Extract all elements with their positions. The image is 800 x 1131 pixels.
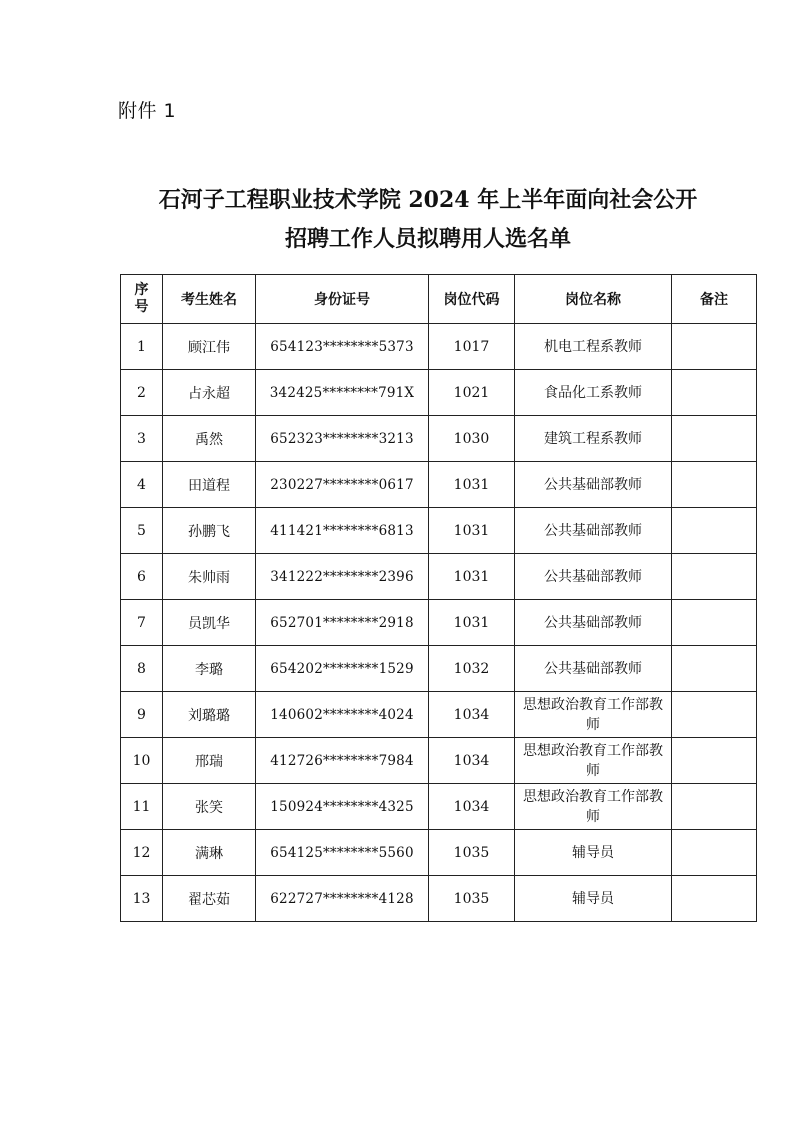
cell-seq: 9 [121,692,163,738]
cell-seq: 13 [121,876,163,922]
cell-name: 张笑 [163,784,256,830]
cell-seq: 12 [121,830,163,876]
cell-name: 孙鹏飞 [163,508,256,554]
cell-name: 李璐 [163,646,256,692]
header-name: 考生姓名 [163,275,256,324]
cell-position-name: 建筑工程系教师 [515,416,672,462]
cell-seq: 11 [121,784,163,830]
table-row [121,692,757,738]
cell-position-name: 思想政治教育工作部教师 [515,738,672,784]
cell-id-number: 411421********6813 [256,508,429,554]
cell-remarks [672,554,757,600]
table-row [121,876,757,922]
cell-name: 刘璐璐 [163,692,256,738]
cell-position-code: 1021 [429,370,515,416]
document-title-line-2: 招聘工作人员拟聘用人选名单 [284,226,571,252]
cell-position-name: 思想政治教育工作部教师 [515,692,672,738]
table-body [121,324,757,922]
cell-name: 禹然 [163,416,256,462]
cell-position-name: 思想政治教育工作部教师 [515,784,672,830]
cell-position-code: 1035 [429,830,515,876]
cell-id-number: 230227********0617 [256,462,429,508]
cell-id-number: 652701********2918 [256,600,429,646]
cell-name: 邢瑞 [163,738,256,784]
cell-position-name: 公共基础部教师 [515,554,672,600]
header-position-name: 岗位名称 [515,275,672,324]
cell-position-code: 1031 [429,600,515,646]
table-row [121,462,757,508]
cell-id-number: 342425********791X [256,370,429,416]
table-row [121,370,757,416]
cell-position-name: 机电工程系教师 [515,324,672,370]
cell-remarks [672,416,757,462]
table-row [121,600,757,646]
cell-position-name: 公共基础部教师 [515,600,672,646]
cell-remarks [672,876,757,922]
cell-id-number: 412726********7984 [256,738,429,784]
header-position-code: 岗位代码 [429,275,515,324]
cell-remarks [672,646,757,692]
cell-seq: 5 [121,508,163,554]
header-id-number: 身份证号 [256,275,429,324]
cell-seq: 8 [121,646,163,692]
header-seq-text: 序号 [134,282,149,315]
cell-id-number: 622727********4128 [256,876,429,922]
cell-position-code: 1034 [429,784,515,830]
cell-remarks [672,738,757,784]
cell-name: 朱帅雨 [163,554,256,600]
cell-remarks [672,600,757,646]
table-header-row [121,275,757,324]
cell-name: 田道程 [163,462,256,508]
cell-position-code: 1032 [429,646,515,692]
cell-position-name: 食品化工系教师 [515,370,672,416]
cell-remarks [672,508,757,554]
cell-name: 顾江伟 [163,324,256,370]
cell-name: 员凯华 [163,600,256,646]
cell-seq: 3 [121,416,163,462]
cell-position-name: 辅导员 [515,876,672,922]
cell-position-name: 公共基础部教师 [515,462,672,508]
cell-position-code: 1035 [429,876,515,922]
cell-id-number: 654123********5373 [256,324,429,370]
cell-name: 翟芯茹 [163,876,256,922]
cell-position-code: 1031 [429,462,515,508]
cell-seq: 6 [121,554,163,600]
cell-position-code: 1017 [429,324,515,370]
table-row [121,830,757,876]
cell-seq: 1 [121,324,163,370]
cell-seq: 10 [121,738,163,784]
cell-id-number: 654202********1529 [256,646,429,692]
cell-position-code: 1034 [429,738,515,784]
table-row [121,416,757,462]
cell-id-number: 652323********3213 [256,416,429,462]
cell-position-name: 辅导员 [515,830,672,876]
cell-seq: 4 [121,462,163,508]
header-seq [121,275,163,324]
cell-position-code: 1031 [429,554,515,600]
table-row [121,508,757,554]
cell-id-number: 654125********5560 [256,830,429,876]
cell-seq: 2 [121,370,163,416]
cell-remarks [672,692,757,738]
table-row [121,738,757,784]
attachment-label: 附件 1 [118,100,177,122]
cell-id-number: 341222********2396 [256,554,429,600]
table-row [121,554,757,600]
document-title-line-1: 石河子工程职业技术学院 2024 年上半年面向社会公开 [158,187,698,213]
cell-position-code: 1031 [429,508,515,554]
cell-position-code: 1034 [429,692,515,738]
cell-position-code: 1030 [429,416,515,462]
header-remarks: 备注 [672,275,757,324]
cell-seq: 7 [121,600,163,646]
table-row [121,646,757,692]
cell-remarks [672,830,757,876]
cell-name: 占永超 [163,370,256,416]
cell-position-name: 公共基础部教师 [515,646,672,692]
cell-name: 满琳 [163,830,256,876]
table-row [121,784,757,830]
cell-remarks [672,462,757,508]
cell-id-number: 140602********4024 [256,692,429,738]
cell-id-number: 150924********4325 [256,784,429,830]
cell-remarks [672,324,757,370]
cell-remarks [672,784,757,830]
table-row [121,324,757,370]
candidate-table [120,274,757,922]
cell-remarks [672,370,757,416]
cell-position-name: 公共基础部教师 [515,508,672,554]
